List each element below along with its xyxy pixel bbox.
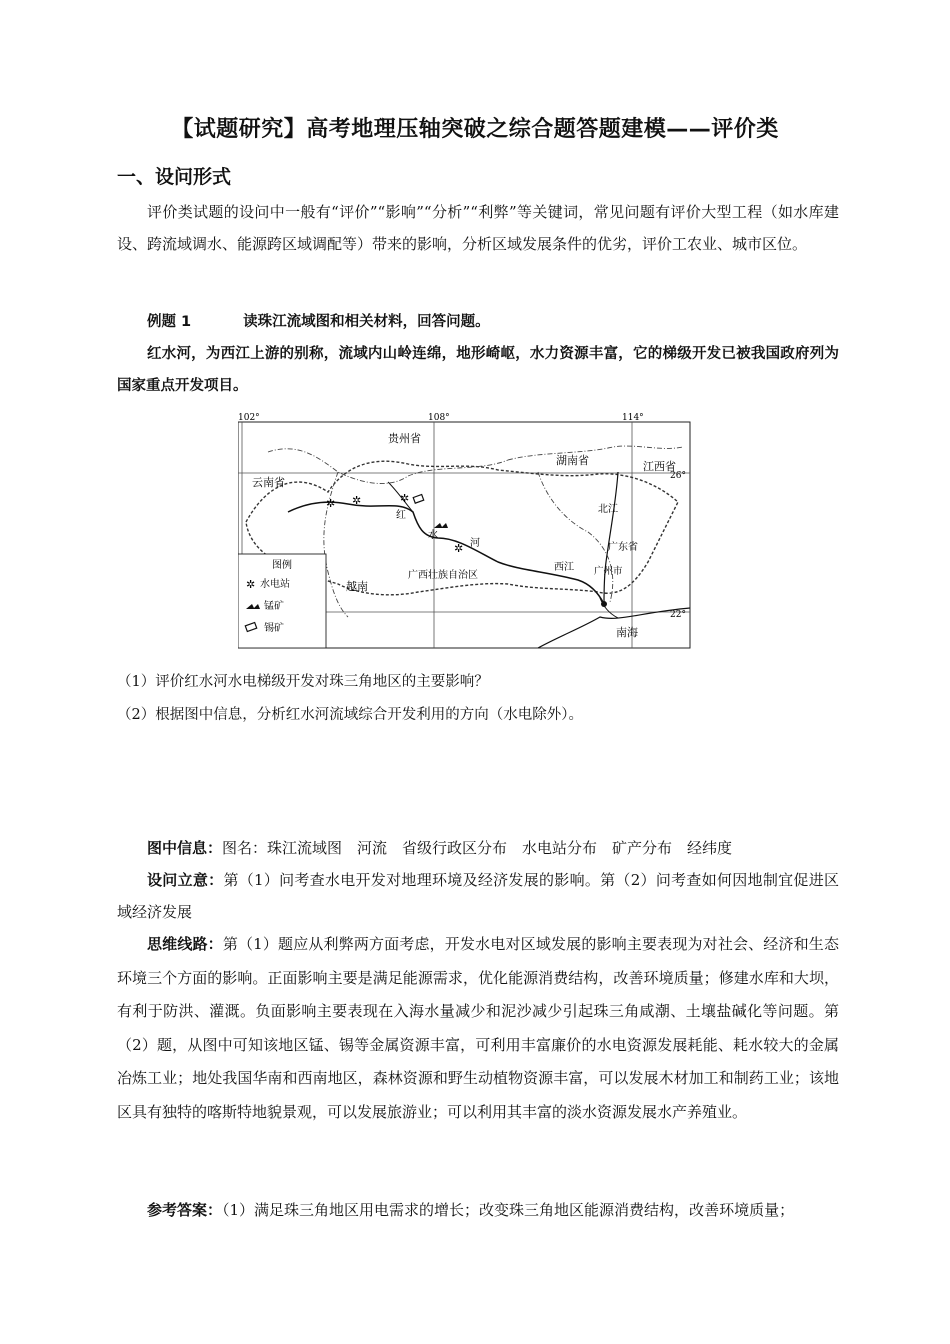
- tin-mine-icon: [413, 494, 424, 503]
- answer-label: 参考答案：: [147, 1201, 223, 1219]
- label-guizhou: 贵州省: [388, 432, 421, 445]
- label-yunnan: 云南省: [252, 476, 285, 489]
- legend-title: 图例: [272, 560, 292, 571]
- pearl-river-basin-map: [238, 412, 698, 652]
- section-heading: 一、设问形式: [117, 166, 232, 188]
- svg-text:✲: ✲: [326, 497, 336, 510]
- lat-label-26: 26°: [670, 471, 686, 481]
- svg-text:✲: ✲: [400, 492, 410, 505]
- question-1: （1）评价红水河水电梯级开发对珠三角地区的主要影响？: [117, 674, 489, 690]
- lon-label-108: 108°: [428, 413, 450, 423]
- section-paragraph: 评价类试题的设问中一般有“评价”“影响”“分析”“利弊”等关键词，常见问题有评价大型工程（如水库建设、跨流域调水、能源跨区域调配等）带来的影响，分析区域发展条件的优劣，评价工农业、城市区位。: [117, 203, 839, 253]
- analysis-info: [117, 832, 839, 864]
- intent-label: 设问立意：: [147, 871, 224, 889]
- label-guangdong: 广东省: [608, 542, 638, 553]
- lon-label-102: 102°: [238, 413, 260, 423]
- label-jiangxi: 江西省: [643, 460, 676, 473]
- legend-manganese-label: 锰矿: [264, 601, 284, 612]
- analysis-answer: [117, 1194, 839, 1226]
- document-title: 【试题研究】高考地理压轴突破之综合题答题建模——评价类: [171, 117, 779, 142]
- label-vietnam: 越南: [346, 580, 368, 593]
- analysis-intent: [117, 864, 839, 928]
- thinking-label: 思维线路：: [147, 935, 223, 953]
- label-beijiang: 北江: [598, 504, 618, 515]
- intent-text: 第（1）问考查水电开发对地理环境及经济发展的影响。第（2）问考查如何因地制宜促进区域经济发展: [117, 871, 839, 921]
- lon-label-114: 114°: [622, 413, 644, 423]
- lat-label-22: 22°: [670, 610, 686, 620]
- hydropower-station-icon: [326, 492, 463, 555]
- legend-tin-label: 锡矿: [264, 623, 284, 634]
- label-south-china-sea: 南海: [616, 626, 638, 639]
- svg-text:✲: ✲: [454, 542, 464, 555]
- example-heading: [117, 306, 839, 338]
- example-prompt: 读珠江流域图和相关材料，回答问题。: [243, 314, 490, 330]
- info-label: 图中信息：: [147, 839, 223, 857]
- label-guangzhou: 广州市: [594, 566, 623, 577]
- info-text: 图名：珠江流域图 河流 省级行政区分布 水电站分布 矿产分布 经纬度: [222, 839, 733, 857]
- label-river-shui: 水: [428, 530, 438, 541]
- label-river-hong: 红: [396, 510, 406, 521]
- label-river-he: 河: [470, 538, 480, 549]
- example-label: 例题 1: [147, 314, 192, 330]
- legend-hydropower-label: 水电站: [260, 579, 290, 590]
- label-guangxi: 广西壮族自治区: [408, 570, 478, 581]
- label-hunan: 湖南省: [556, 454, 589, 467]
- example-material: 红水河，为西江上游的别称，流域内山岭连绵，地形崎岖，水力资源丰富，它的梯级开发已被我国政府列为国家重点开发项目。: [117, 346, 839, 394]
- label-xijiang: 西江: [554, 562, 574, 573]
- manganese-mine-icon: [434, 523, 448, 528]
- analysis-thinking: [117, 928, 839, 1129]
- thinking-text: 第（1）题应从利弊两方面考虑，开发水电对区域发展的影响主要表现为对社会、经济和生态环境三个方面的影响。正面影响主要是满足能源需求，优化能源消费结构，改善环境质量；修建水库和大坝，有利于防洪、灌溉。负面影响主要表现在入海水量减少和泥沙减少引起珠三角咸潮、土壤盐碱化等问题。第（2）题，从图中可知该地区锰、锡等金属资源丰富，可利用丰富廉价的水电资源发展耗能、耗水较大的金属冶炼工业；地处我国华南和西南地区，森林资源和野生动植物资源丰富，可以发展木材加工和制药工业；该地区具有独特的喀斯特地貌景观，可以发展旅游业；可以利用其丰富的淡水资源发展水产养殖业。: [117, 935, 839, 1121]
- guangzhou-marker: [601, 601, 607, 607]
- legend-hydropower-icon: ✲: [246, 578, 256, 591]
- answer-text: （1）满足珠三角地区用电需求的增长；改变珠三角地区能源消费结构，改善环境质量；: [222, 1201, 795, 1219]
- svg-text:✲: ✲: [352, 494, 362, 507]
- question-2: （2）根据图中信息，分析红水河流域综合开发利用的方向（水电除外）。: [117, 707, 583, 723]
